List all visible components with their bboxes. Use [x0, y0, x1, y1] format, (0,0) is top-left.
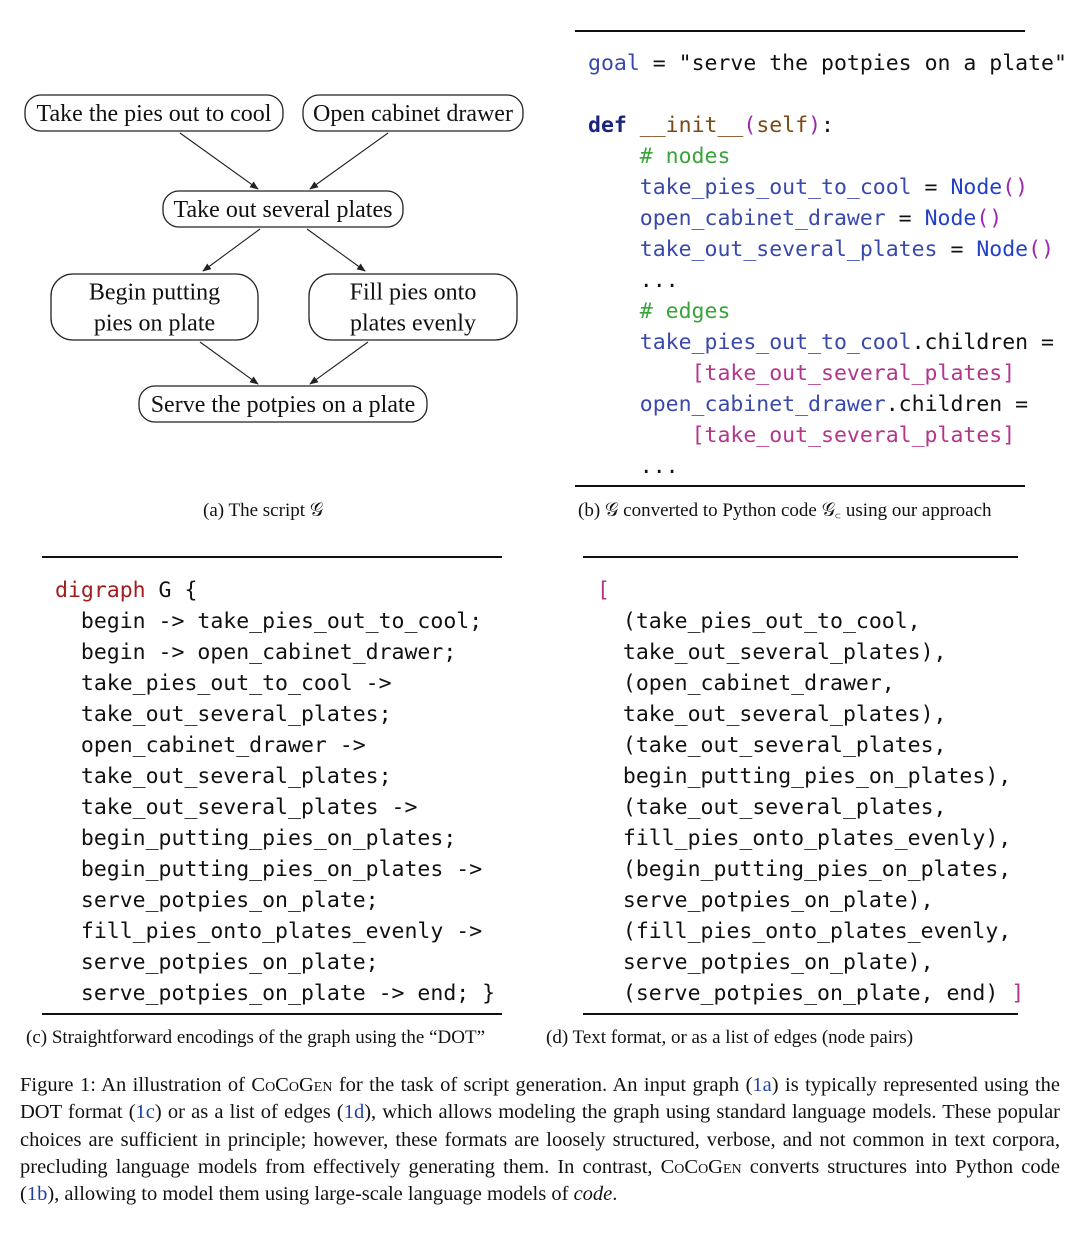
code-line: (take_pies_out_to_cool,: [597, 609, 921, 634]
graph-node: [25, 95, 283, 131]
code-line: (serve_potpies_on_plate, end): [597, 981, 999, 1006]
graph-node-label: plates evenly: [350, 310, 476, 337]
graph-edge-arrow: [310, 342, 368, 384]
comment-edges: # edges: [639, 299, 731, 324]
close-bracket: ]: [998, 981, 1025, 1006]
graph-node: [163, 191, 403, 227]
edge-attr: .children =: [885, 392, 1029, 417]
comment-nodes: # nodes: [639, 144, 731, 169]
edge-var: open_cabinet_drawer: [639, 392, 886, 417]
code-line: (take_out_several_plates,: [597, 795, 947, 820]
init-name: __init__: [639, 113, 744, 138]
graph-node-label: Take out several plates: [173, 197, 393, 223]
edge-lines: [597, 609, 1024, 1006]
goal-var: goal: [588, 51, 640, 76]
code-line: fill_pies_onto_plates_evenly),: [597, 826, 1012, 851]
method-name: CoCoGen: [251, 1074, 333, 1096]
digraph-header: G {: [145, 578, 198, 603]
graph-edge-arrow: [307, 229, 365, 271]
code-line: fill_pies_onto_plates_evenly ->: [55, 919, 483, 944]
dot-lines: [55, 609, 495, 1006]
graph-edge-arrow: [180, 133, 258, 189]
ref-1d-link[interactable]: 1d: [343, 1101, 365, 1124]
caption-text: ) or as a list of edges (: [154, 1101, 344, 1124]
code-line: serve_potpies_on_plate -> end; }: [55, 981, 496, 1006]
graph-node: [139, 386, 427, 422]
caption-b: (b) 𝒢 converted to Python code 𝒢꜀ using our approach: [578, 500, 992, 521]
code-line: serve_potpies_on_plate;: [55, 950, 379, 975]
caption-text: for the task of script generation. An input graph (: [332, 1074, 753, 1096]
def-keyword: def: [588, 113, 627, 138]
init-colon: :: [821, 113, 834, 138]
rule-b-bottom: [575, 485, 1025, 487]
rule-b-top: [575, 30, 1025, 32]
rule-d-bottom: [583, 1013, 1018, 1015]
node-class: Node: [924, 206, 977, 231]
node-class: Node: [950, 175, 1003, 200]
init-open: (: [743, 113, 757, 138]
graph-node: [309, 274, 517, 340]
python-code-block: [588, 48, 1067, 482]
edge-attr: .children =: [911, 330, 1054, 355]
goal-value: "serve the potpies on a plate": [678, 51, 1067, 76]
edge-var: take_pies_out_to_cool: [639, 330, 912, 355]
code-word: code: [573, 1183, 613, 1206]
ellipsis: ...: [639, 454, 679, 479]
code-line: (begin_putting_pies_on_plates,: [597, 857, 1012, 882]
code-line: take_out_several_plates;: [55, 764, 392, 789]
graph-node: [303, 95, 523, 131]
node-call: (): [1028, 237, 1055, 262]
method-name: CoCoGen: [660, 1155, 742, 1178]
graph-node: [51, 274, 258, 340]
code-line: begin_putting_pies_on_plates ->: [55, 857, 483, 882]
code-line: begin_putting_pies_on_plates;: [55, 826, 457, 851]
ellipsis: ...: [639, 268, 679, 293]
goal-eq: =: [639, 51, 679, 76]
node-eq: =: [937, 237, 977, 262]
node-call: (): [976, 206, 1003, 231]
caption-text: .: [612, 1183, 618, 1206]
node-var: take_pies_out_to_cool: [639, 175, 912, 200]
code-line: take_out_several_plates),: [597, 702, 947, 727]
init-self: self: [756, 113, 809, 138]
rule-c-bottom: [42, 1013, 502, 1015]
init-close: ): [808, 113, 822, 138]
code-line: begin -> open_cabinet_drawer;: [55, 640, 457, 665]
digraph-keyword: digraph: [55, 578, 146, 603]
code-line: open_cabinet_drawer ->: [55, 733, 366, 758]
figure-label: Figure 1:: [20, 1074, 96, 1096]
graph-node-label: Take the pies out to cool: [36, 101, 272, 127]
code-line: serve_potpies_on_plate;: [55, 888, 379, 913]
node-call: (): [1002, 175, 1029, 200]
caption-d: (d) Text format, or as a list of edges (node pairs): [546, 1027, 914, 1048]
graph-node-label: pies on plate: [93, 310, 216, 337]
rule-c-top: [42, 556, 502, 558]
code-line: begin_putting_pies_on_plates),: [597, 764, 1012, 789]
caption-text: ) is typically represented using the DOT format (: [20, 1074, 1061, 1124]
code-line: take_out_several_plates ->: [55, 795, 418, 820]
node-eq: =: [885, 206, 925, 231]
code-line: (open_cabinet_drawer,: [597, 671, 895, 696]
caption-text: converts structures into Python code (: [20, 1155, 1060, 1206]
graph-node-label: Fill pies onto: [349, 279, 477, 306]
caption-text: An illustration of: [95, 1074, 252, 1096]
code-line: serve_potpies_on_plate),: [597, 950, 934, 975]
graph-edge-arrow: [203, 229, 260, 271]
open-bracket: [: [597, 578, 610, 603]
edge-list: [take_out_several_plates]: [691, 361, 1016, 386]
code-line: (take_out_several_plates,: [597, 733, 947, 758]
ref-1c-link[interactable]: 1c: [135, 1101, 155, 1124]
node-class: Node: [976, 237, 1029, 262]
caption-c: (c) Straightforward encodings of the graph using the “DOT”: [26, 1027, 486, 1048]
node-var: open_cabinet_drawer: [639, 206, 886, 231]
graph-edge-arrow: [200, 342, 258, 384]
graph-node-label: Begin putting: [88, 279, 221, 306]
rule-d-top: [583, 556, 1018, 558]
code-line: take_out_several_plates),: [597, 640, 947, 665]
graph-node-label: Open cabinet drawer: [313, 101, 513, 127]
figure-caption: [20, 1072, 1060, 1208]
node-var: take_out_several_plates: [639, 237, 938, 262]
caption-text: ), allowing to model them using large-scale language models of: [47, 1183, 574, 1206]
code-line: (fill_pies_onto_plates_evenly,: [597, 919, 1012, 944]
code-line: take_pies_out_to_cool ->: [55, 671, 392, 696]
code-line: begin -> take_pies_out_to_cool;: [55, 609, 483, 634]
node-eq: =: [911, 175, 951, 200]
dot-code-block: [55, 575, 495, 1009]
ref-1a-link[interactable]: 1a: [752, 1074, 772, 1096]
ref-1b-link[interactable]: 1b: [26, 1183, 48, 1206]
code-line: serve_potpies_on_plate),: [597, 888, 934, 913]
edge-list: [take_out_several_plates]: [691, 423, 1016, 448]
edge-list-block: [597, 575, 1024, 1009]
caption-text: ), which allows modeling the graph using standard language models. These popular choices are sufficient in principle; however, these formats are loosely structured, verbose, and not common in text corpora, precluding language models from effectively generating them. In contrast,: [20, 1101, 1061, 1178]
code-line: take_out_several_plates;: [55, 702, 392, 727]
script-graph: [0, 0, 560, 440]
graph-edge-arrow: [310, 133, 388, 189]
caption-a: (a) The script 𝒢: [203, 500, 324, 521]
graph-node-label: Serve the potpies on a plate: [150, 392, 416, 418]
